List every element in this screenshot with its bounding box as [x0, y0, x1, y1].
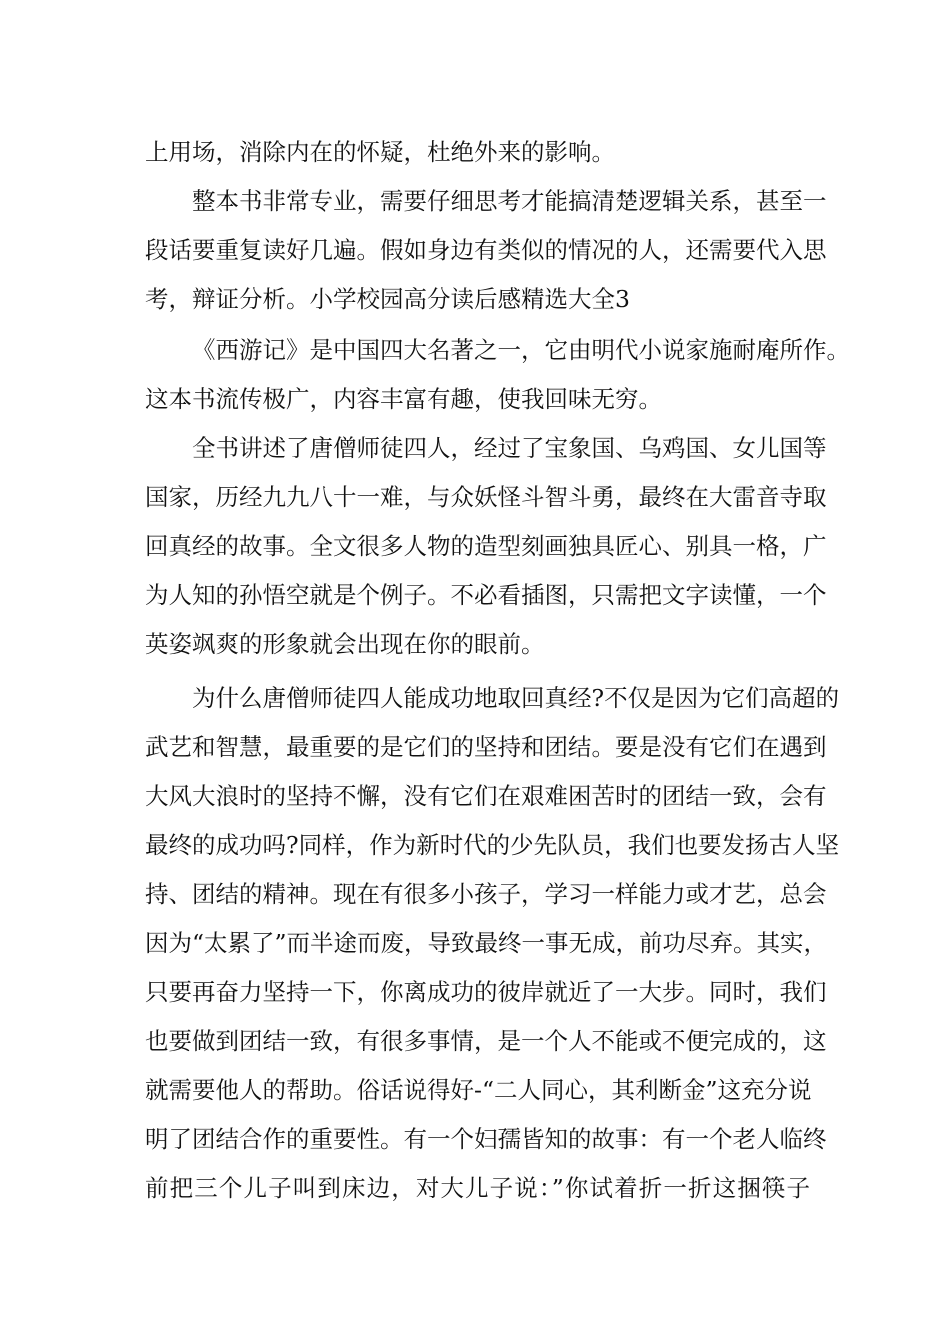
text-line: 只要再奋力坚持一下，你离成功的彼岸就近了一大步。同时，我们 [145, 978, 827, 1006]
text-line: 考，辩证分析。小学校园高分读后感精选大全3 [145, 285, 630, 313]
text-line: 为人知的孙悟空就是个例子。不必看插图，只需把文字读懂，一个 [145, 581, 827, 609]
text-line: 整本书非常专业，需要仔细思考才能搞清楚逻辑关系，甚至一 [192, 187, 827, 215]
text-line: 英姿飒爽的形象就会出现在你的眼前。 [145, 630, 545, 658]
paragraph-perseverance-unity [145, 674, 840, 1213]
text-line: 段话要重复读好几遍。假如身边有类似的情况的人，还需要代入思 [145, 236, 827, 264]
text-line: 国家，历经九九八十一难，与众妖怪斗智斗勇，最终在大雷音寺取 [145, 483, 827, 511]
paragraph-xiyouji-intro [145, 326, 850, 424]
text-line: 持、团结的精神。现在有很多小孩子，学习一样能力或才艺，总会 [145, 880, 827, 908]
text-line: 上用场，消除内在的怀疑，杜绝外来的影响。 [145, 138, 615, 166]
text-line: 最终的成功吗?同样，作为新时代的少先队员，我们也要发扬古人坚 [145, 831, 840, 859]
text-line: 因为“太累了”而半途而废，导致最终一事无成，前功尽弃。其实， [145, 929, 828, 957]
text-line: 《西游记》是中国四大名著之一，它由明代小说家施耐庵所作。 [192, 336, 850, 364]
text-line: 为什么唐僧师徒四人能成功地取回真经?不仅是因为它们高超的 [192, 684, 840, 712]
text-line: 也要做到团结一致，有很多事情，是一个人不能或不便完成的，这 [145, 1027, 827, 1055]
text-line: 全书讲述了唐僧师徒四人，经过了宝象国、乌鸡国、女儿国等 [192, 434, 827, 462]
text-line: 就需要他人的帮助。俗话说得好-“二人同心，其利断金”这充分说 [145, 1076, 812, 1104]
text-line: 明了团结合作的重要性。有一个妇孺皆知的故事：有一个老人临终 [145, 1125, 827, 1153]
text-line: 这本书流传极广，内容丰富有趣，使我回味无穷。 [145, 385, 662, 413]
text-line: 武艺和智慧，最重要的是它们的坚持和团结。要是没有它们在遇到 [145, 733, 827, 761]
paragraph-book-review [145, 177, 827, 324]
paragraph-continuation [145, 128, 810, 177]
text-line: 大风大浪时的坚持不懈，没有它们在艰难困苦时的团结一致，会有 [145, 782, 827, 810]
paragraph-story-summary [145, 424, 827, 669]
text-line: 回真经的故事。全文很多人物的造型刻画独具匠心、别具一格，广 [145, 532, 827, 560]
text-line: 前把三个儿子叫到床边，对大儿子说：”你试着折一折这捆筷子 [145, 1174, 810, 1202]
